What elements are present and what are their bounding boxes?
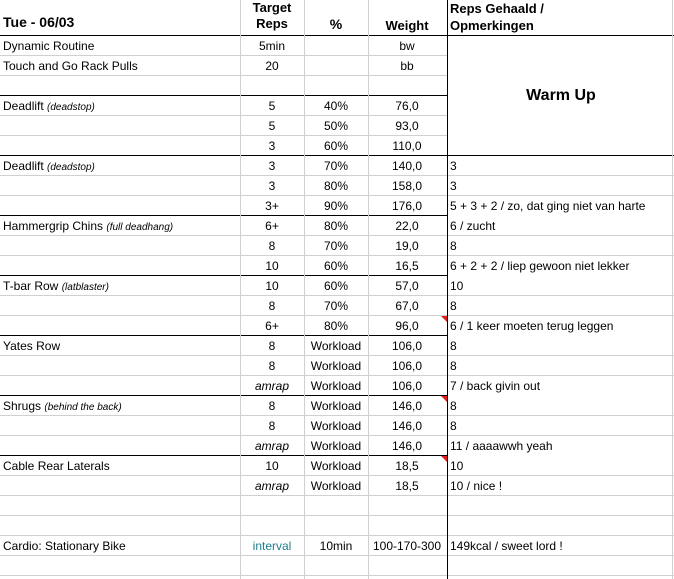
column-divider xyxy=(304,0,305,579)
weight-cell[interactable]: 146,0 xyxy=(391,419,423,433)
reps-cell[interactable]: 3 xyxy=(268,159,276,173)
row-divider xyxy=(0,195,674,196)
row-divider xyxy=(0,555,674,556)
percent-cell[interactable]: 40% xyxy=(323,99,349,113)
exercise-name: Hammergrip Chins xyxy=(3,219,104,233)
row-divider xyxy=(0,495,674,496)
exercise-name: T-bar Row xyxy=(3,279,59,293)
weight-cell[interactable]: 57,0 xyxy=(395,279,419,293)
result-cell[interactable]: 5 + 3 + 2 / zo, dat ging niet van harte xyxy=(450,199,646,213)
row-divider xyxy=(0,335,448,336)
weight-cell[interactable]: 67,0 xyxy=(395,299,419,313)
weight-cell[interactable]: 19,0 xyxy=(395,239,419,253)
exercise-cell[interactable] xyxy=(3,36,94,56)
notes-header-line2: Opmerkingen xyxy=(450,18,534,33)
row-divider xyxy=(0,95,448,96)
percent-cell[interactable]: 80% xyxy=(323,219,349,233)
weight-header: Weight xyxy=(385,18,429,33)
result-cell[interactable]: 10 xyxy=(450,459,464,473)
percent-cell[interactable] xyxy=(304,76,368,96)
weight-cell[interactable] xyxy=(368,516,446,536)
weight-cell[interactable]: 158,0 xyxy=(391,179,423,193)
row-divider xyxy=(0,515,674,516)
row-divider xyxy=(0,395,448,396)
weight-cell[interactable]: 18,5 xyxy=(395,479,419,493)
weight-cell[interactable]: 176,0 xyxy=(391,199,423,213)
reps-cell[interactable]: 8 xyxy=(268,399,276,413)
row-divider xyxy=(0,275,448,276)
weight-cell[interactable]: 106,0 xyxy=(391,379,423,393)
result-cell[interactable]: 8 xyxy=(450,359,457,373)
weight-cell[interactable] xyxy=(368,496,446,516)
row-divider xyxy=(0,355,674,356)
weight-cell[interactable]: bb xyxy=(400,59,414,73)
reps-cell[interactable]: amrap xyxy=(254,379,289,393)
percent-cell[interactable]: Workload xyxy=(310,479,362,493)
result-cell[interactable]: 8 xyxy=(450,299,457,313)
exercise-cell[interactable] xyxy=(3,396,122,416)
reps-cell[interactable] xyxy=(240,496,304,516)
result-cell[interactable]: 10 / nice ! xyxy=(450,479,503,493)
exercise-name: Cardio: Stationary Bike xyxy=(3,539,126,553)
row-divider xyxy=(0,535,674,536)
exercise-cell[interactable] xyxy=(3,336,60,356)
exercise-cell[interactable] xyxy=(3,536,126,556)
weight-cell[interactable]: 106,0 xyxy=(391,359,423,373)
percent-cell[interactable]: Workload xyxy=(310,399,362,413)
row-divider xyxy=(0,155,674,156)
percent-cell[interactable]: 60% xyxy=(323,279,349,293)
row-divider xyxy=(0,295,674,296)
weight-cell[interactable]: 93,0 xyxy=(395,119,419,133)
reps-cell[interactable] xyxy=(240,516,304,536)
result-cell[interactable]: 6 + 2 + 2 / liep gewoon niet lekker xyxy=(450,259,630,273)
row-divider xyxy=(0,415,674,416)
weight-cell[interactable]: 100-170-300 xyxy=(372,539,442,553)
exercise-note: (behind the back) xyxy=(44,402,122,413)
row-divider xyxy=(0,375,674,376)
comment-marker-icon[interactable] xyxy=(441,456,447,462)
percent-cell[interactable]: Workload xyxy=(310,339,362,353)
target-header-line2: Reps xyxy=(256,16,288,31)
reps-cell[interactable]: 5 xyxy=(268,119,276,133)
result-cell[interactable]: 6 / zucht xyxy=(450,219,496,233)
reps-cell[interactable] xyxy=(240,556,304,576)
row-divider xyxy=(0,235,674,236)
column-divider xyxy=(672,0,673,579)
percent-cell[interactable]: Workload xyxy=(310,359,362,373)
row-divider xyxy=(0,435,674,436)
row-divider xyxy=(0,75,448,76)
row-divider xyxy=(0,55,448,56)
result-cell[interactable]: 3 xyxy=(450,179,457,193)
percent-cell[interactable] xyxy=(304,496,368,516)
row-divider xyxy=(0,315,674,316)
percent-cell[interactable]: 80% xyxy=(323,319,349,333)
percent-header: % xyxy=(329,16,343,32)
percent-cell[interactable]: Workload xyxy=(310,419,362,433)
reps-cell[interactable]: 8 xyxy=(268,339,276,353)
weight-cell[interactable]: 146,0 xyxy=(391,399,423,413)
row-divider xyxy=(0,475,674,476)
row-divider xyxy=(0,215,448,216)
reps-cell[interactable]: 10 xyxy=(265,459,279,473)
weight-cell[interactable]: 106,0 xyxy=(391,339,423,353)
result-cell[interactable]: 3 xyxy=(450,159,457,173)
percent-cell[interactable]: Workload xyxy=(310,459,362,473)
percent-cell[interactable]: 60% xyxy=(323,139,349,153)
reps-cell[interactable]: 10 xyxy=(265,279,279,293)
comment-marker-icon[interactable] xyxy=(441,396,447,402)
result-cell[interactable]: 10 xyxy=(450,279,464,293)
reps-cell[interactable]: 3 xyxy=(268,179,276,193)
warmup-label: Warm Up xyxy=(526,87,596,104)
row-divider xyxy=(0,255,674,256)
weight-cell[interactable]: bw xyxy=(399,39,415,53)
exercise-name: Touch and Go Rack Pulls xyxy=(3,59,138,73)
percent-cell[interactable]: 70% xyxy=(323,239,349,253)
reps-cell[interactable]: 8 xyxy=(268,239,276,253)
percent-cell[interactable]: 10min xyxy=(319,539,353,553)
exercise-cell[interactable] xyxy=(3,56,138,76)
reps-cell[interactable]: 20 xyxy=(265,59,279,73)
comment-marker-icon[interactable] xyxy=(441,316,447,322)
reps-cell[interactable]: amrap xyxy=(254,439,289,453)
column-divider xyxy=(368,0,369,579)
result-cell[interactable]: 149kcal / sweet lord ! xyxy=(450,539,563,553)
percent-cell[interactable]: 80% xyxy=(323,179,349,193)
reps-cell[interactable]: interval xyxy=(252,539,292,553)
column-divider xyxy=(240,0,241,579)
reps-cell[interactable]: 10 xyxy=(265,259,279,273)
result-cell[interactable]: 8 xyxy=(450,239,457,253)
percent-cell[interactable]: 60% xyxy=(323,259,349,273)
notes-header-line1: Reps Gehaald / xyxy=(450,1,544,16)
exercise-note: (full deadhang) xyxy=(106,222,174,233)
reps-cell[interactable]: amrap xyxy=(254,479,289,493)
result-cell[interactable]: 6 / 1 keer moeten terug leggen xyxy=(450,319,614,333)
result-cell[interactable]: 7 / back givin out xyxy=(450,379,541,393)
exercise-note: (deadstop) xyxy=(47,102,95,113)
reps-cell[interactable] xyxy=(240,76,304,96)
weight-cell[interactable]: 110,0 xyxy=(392,139,422,153)
weight-cell[interactable]: 22,0 xyxy=(395,219,419,233)
percent-cell[interactable] xyxy=(304,36,368,56)
percent-cell[interactable]: Workload xyxy=(310,379,362,393)
percent-cell[interactable]: 50% xyxy=(323,119,349,133)
percent-cell[interactable]: Workload xyxy=(310,439,362,453)
exercise-note: (deadstop) xyxy=(47,162,95,173)
exercise-name: Deadlift xyxy=(3,159,44,173)
result-cell[interactable]: 11 / aaaawwh yeah xyxy=(450,439,553,453)
reps-cell[interactable]: 8 xyxy=(268,359,276,373)
result-cell[interactable]: 8 xyxy=(450,419,457,433)
percent-cell[interactable] xyxy=(304,556,368,576)
result-cell[interactable]: 8 xyxy=(450,399,457,413)
column-divider xyxy=(447,0,448,579)
weight-cell[interactable]: 96,0 xyxy=(395,319,419,333)
reps-cell[interactable]: 3 xyxy=(268,139,276,153)
reps-cell[interactable]: 6+ xyxy=(265,319,279,333)
row-divider xyxy=(0,135,448,136)
exercise-name: Deadlift xyxy=(3,99,44,113)
target-header-line1: Target xyxy=(252,0,292,15)
date-header: Tue - 06/03 xyxy=(3,14,75,30)
row-divider xyxy=(0,175,674,176)
exercise-cell[interactable] xyxy=(3,96,95,116)
reps-cell[interactable]: 8 xyxy=(268,299,276,313)
result-cell[interactable]: 8 xyxy=(450,339,457,353)
weight-cell[interactable] xyxy=(368,76,446,96)
exercise-name: Yates Row xyxy=(3,339,61,353)
reps-cell[interactable]: 8 xyxy=(268,419,276,433)
row-divider xyxy=(0,575,674,576)
reps-cell[interactable]: 6+ xyxy=(265,219,279,233)
percent-cell[interactable]: 70% xyxy=(323,159,349,173)
weight-cell[interactable]: 18,5 xyxy=(395,459,419,473)
weight-cell[interactable]: 76,0 xyxy=(395,99,419,113)
row-divider xyxy=(0,455,448,456)
weight-cell[interactable]: 16,5 xyxy=(395,259,419,273)
exercise-name: Shrugs xyxy=(3,399,42,413)
reps-cell[interactable]: 5min xyxy=(258,39,285,53)
exercise-cell[interactable] xyxy=(3,216,173,236)
reps-cell[interactable]: 3+ xyxy=(265,199,279,213)
row-divider xyxy=(0,115,448,116)
exercise-name: Dynamic Routine xyxy=(3,39,95,53)
row-divider xyxy=(0,35,674,36)
weight-cell[interactable] xyxy=(368,556,446,576)
exercise-note: (latblaster) xyxy=(61,282,109,293)
weight-cell[interactable]: 140,0 xyxy=(391,159,423,173)
exercise-name: Cable Rear Laterals xyxy=(3,459,110,473)
weight-cell[interactable]: 146,0 xyxy=(391,439,423,453)
percent-cell[interactable]: 70% xyxy=(323,299,349,313)
percent-cell[interactable] xyxy=(304,516,368,536)
exercise-cell[interactable] xyxy=(3,276,109,296)
exercise-cell[interactable] xyxy=(3,156,95,176)
reps-cell[interactable]: 5 xyxy=(268,99,276,113)
percent-cell[interactable]: 90% xyxy=(323,199,349,213)
exercise-cell[interactable] xyxy=(3,456,110,476)
percent-cell[interactable] xyxy=(304,56,368,76)
